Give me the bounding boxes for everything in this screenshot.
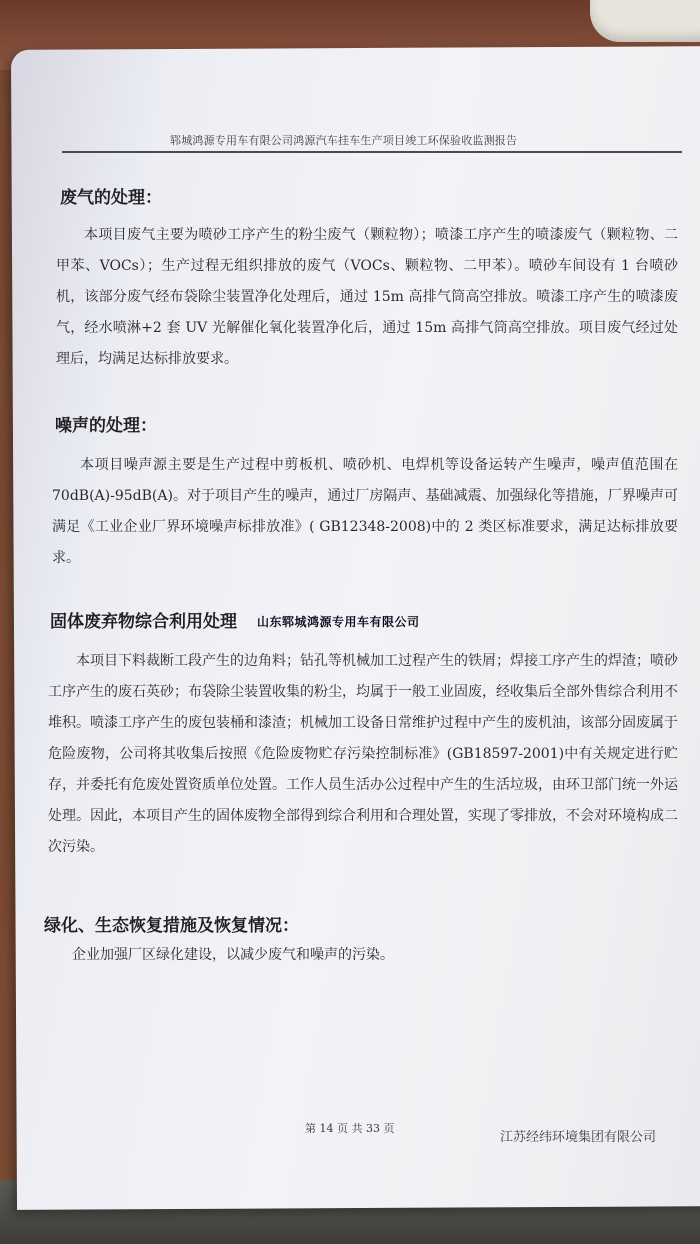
paragraph-text: 本项目废气主要为喷砂工序产生的粉尘废气（颗粒物）；喷漆工序产生的喷漆废气（颗粒物、二甲苯、VOCs）；生产过程无组织排放的废气（VOCs、颗粒物、二甲苯）。喷砂车间设有 1 台喷砂机，该部分废气经布袋除尘装置净化处理后，通过 15m 高排气筒高空排放。喷漆工序产生的喷漆废气，经水喷淋+2 套 UV 光解催化氧化装置净化后，通过 15m 高排气筒高空排放。项目废气经过处理后，均满足达标排放要求。 [56,227,678,367]
section-title-solid-waste: 固体废弃物综合利用处理 [50,612,237,632]
paragraph-exhaust [56,220,678,375]
paragraph-greening [44,940,678,971]
overlay-stamp-text: 山东郓城鸿源专用车有限公司 [257,615,420,629]
section-title-greening: 绿化、生态恢复措施及恢复情况： [44,916,299,936]
paragraph-solid-waste [48,646,678,863]
page-number: 第 14 页 共 33 页 [305,1122,395,1135]
paragraph-text: 本项目下料裁断工段产生的边角料；钻孔等机械加工过程产生的铁屑；焊接工序产生的焊渣；喷砂工序产生的废石英砂；布袋除尘装置收集的粉尘，均属于一般工业固废，经收集后全部外售综合利用不堆积。喷漆工序产生的废包装桶和漆渣；机械加工设备日常维护过程中产生的废机油，该部分固废属于危险废物，公司将其收集后按照《危险废物贮存污染控制标准》(GB18597-2001)中有关规定进行贮存，并委托有危废处置资质单位处置。工作人员生活办公过程中产生的生活垃圾，由环卫部门统一外运处理。因此，本项目产生的固体废物全部得到综合利用和合理处置，实现了零排放，不会对环境构成二次污染。 [48,653,678,855]
paragraph-text: 本项目噪声源主要是生产过程中剪板机、喷砂机、电焊机等设备运转产生噪声，噪声值范围在 70dB(A)-95dB(A)。对于项目产生的噪声，通过厂房隔声、基础减震、加强绿化等措施，厂界噪声可满足《工业企业厂界环境噪声标排放准》( GB12348-2008)中的 2 类区标准要求，满足达标排放要求。 [52,457,678,566]
paragraph-text: 企业加强厂区绿化建设，以减少废气和噪声的污染。 [72,947,394,963]
header-rule [62,151,682,153]
footer-company: 江苏经纬环境集团有限公司 [500,1130,657,1145]
paragraph-noise [52,450,678,574]
section-title-noise: 噪声的处理： [55,416,157,436]
running-header: 郓城鸿源专用车有限公司鸿源汽车挂车生产项目竣工环保验收监测报告 [170,134,518,147]
section-title-exhaust: 废气的处理： [60,188,162,208]
